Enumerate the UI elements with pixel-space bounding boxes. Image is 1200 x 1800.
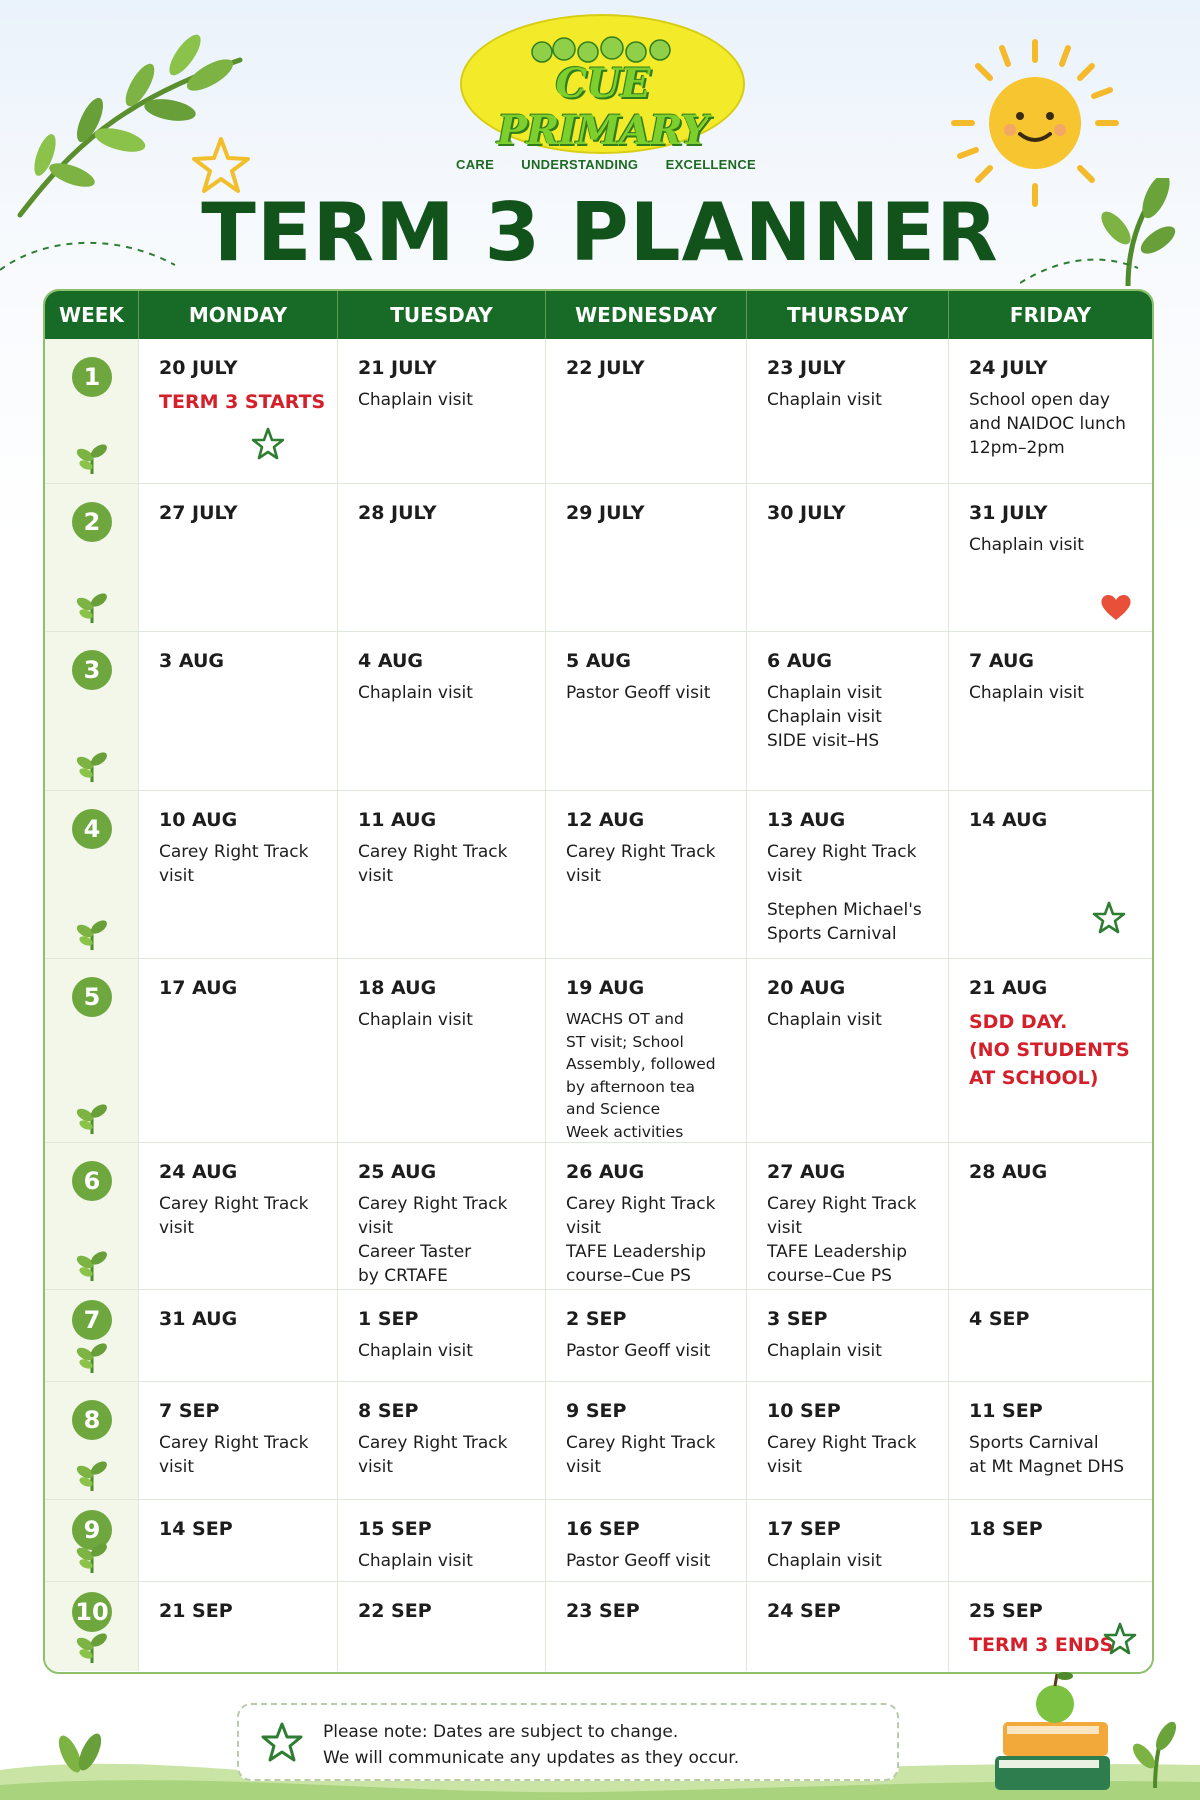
day-date: 24 AUG bbox=[159, 1161, 238, 1183]
event-note: Pastor Geoff visit bbox=[566, 683, 711, 703]
term-planner-table bbox=[43, 289, 1154, 1674]
day-date: 31 JULY bbox=[969, 502, 1048, 524]
event-note: visit bbox=[767, 1457, 803, 1477]
event-note: visit bbox=[358, 866, 394, 886]
event-note: Carey Right Track bbox=[566, 1433, 716, 1453]
day-cell-friday bbox=[949, 791, 1152, 958]
event-note: course–Cue PS bbox=[767, 1266, 892, 1286]
day-cell-tuesday bbox=[338, 484, 546, 631]
event-note: Carey Right Track bbox=[358, 842, 508, 862]
school-motto bbox=[456, 157, 756, 172]
page-title: TERM 3 PLANNER bbox=[201, 186, 999, 279]
week-row bbox=[45, 1142, 1152, 1289]
star-icon bbox=[1103, 1622, 1137, 1656]
event-note: Carey Right Track bbox=[159, 1433, 309, 1453]
day-cell-monday bbox=[139, 1582, 338, 1671]
week-number-badge: 9 bbox=[72, 1510, 112, 1550]
day-cell-tuesday bbox=[338, 1382, 546, 1499]
day-cell-monday bbox=[139, 1143, 338, 1289]
event-note: Pastor Geoff visit bbox=[566, 1551, 711, 1571]
sprout-icon bbox=[75, 747, 109, 783]
event-note: TAFE Leadership bbox=[566, 1242, 707, 1262]
week-number-cell bbox=[45, 1290, 139, 1381]
week-number-badge: 3 bbox=[72, 650, 112, 690]
term-milestone-label: TERM 3 ENDS bbox=[969, 1634, 1114, 1656]
column-header-friday: FRIDAY bbox=[1009, 303, 1092, 327]
school-logo bbox=[460, 14, 745, 154]
day-cell-monday bbox=[139, 632, 338, 790]
week-row bbox=[45, 1289, 1152, 1381]
day-date: 27 AUG bbox=[767, 1161, 846, 1183]
week-number-cell bbox=[45, 1143, 139, 1289]
event-note: by afternoon tea bbox=[566, 1077, 695, 1096]
event-note: visit bbox=[566, 1457, 602, 1477]
day-cell-thursday bbox=[747, 1143, 949, 1289]
day-cell-friday bbox=[949, 1582, 1152, 1671]
event-note: Carey Right Track bbox=[566, 1194, 716, 1214]
event-note: Carey Right Track bbox=[566, 842, 716, 862]
event-note: Career Taster bbox=[358, 1242, 472, 1262]
event-note: Carey Right Track bbox=[767, 1194, 917, 1214]
week-row bbox=[45, 1381, 1152, 1499]
sprout-icon bbox=[75, 588, 109, 624]
day-date: 12 AUG bbox=[566, 809, 645, 831]
day-date: 30 JULY bbox=[767, 502, 846, 524]
event-note: WACHS OT and bbox=[566, 1010, 684, 1028]
event-note: Week activities bbox=[566, 1122, 684, 1141]
day-date: 29 JULY bbox=[566, 502, 645, 524]
week-number-cell bbox=[45, 1382, 139, 1499]
event-note: Pastor Geoff visit bbox=[566, 1341, 711, 1361]
day-cell-thursday bbox=[747, 1582, 949, 1671]
event-note: course–Cue PS bbox=[566, 1266, 691, 1286]
week-number-badge: 10 bbox=[72, 1592, 112, 1632]
day-cell-friday bbox=[949, 959, 1152, 1142]
day-cell-tuesday bbox=[338, 339, 546, 483]
event-note: Stephen Michael's bbox=[767, 900, 922, 920]
day-cell-monday bbox=[139, 1382, 338, 1499]
event-note: Carey Right Track bbox=[358, 1194, 508, 1214]
day-date: 21 JULY bbox=[358, 357, 437, 379]
books-apple-icon bbox=[985, 1668, 1135, 1798]
day-cell-wednesday bbox=[546, 1500, 747, 1581]
column-header-monday: MONDAY bbox=[139, 291, 338, 339]
event-note: visit bbox=[159, 1457, 195, 1477]
day-date: 19 AUG bbox=[566, 977, 645, 999]
event-note: Carey Right Track bbox=[159, 1194, 309, 1214]
day-cell-monday bbox=[139, 339, 338, 483]
day-date: 24 JULY bbox=[969, 357, 1048, 379]
sprout-icon bbox=[75, 1099, 109, 1135]
event-note: visit bbox=[159, 866, 195, 886]
day-cell-tuesday bbox=[338, 959, 546, 1142]
event-note: Sports Carnival bbox=[767, 924, 897, 944]
week-row bbox=[45, 631, 1152, 790]
week-number-cell bbox=[45, 339, 139, 483]
event-note: Carey Right Track bbox=[159, 842, 309, 862]
day-date: 2 SEP bbox=[566, 1308, 627, 1330]
day-date: 5 AUG bbox=[566, 650, 631, 672]
column-header-week: WEEK bbox=[45, 291, 139, 339]
heart-icon bbox=[1099, 592, 1133, 622]
day-cell-monday bbox=[139, 791, 338, 958]
week-row bbox=[45, 790, 1152, 958]
motto-word: CARE bbox=[456, 157, 495, 172]
day-date: 6 AUG bbox=[767, 650, 832, 672]
day-cell-tuesday bbox=[338, 1500, 546, 1581]
event-note: Chaplain visit bbox=[358, 390, 473, 410]
day-cell-friday bbox=[949, 1500, 1152, 1581]
smiling-sun-icon bbox=[950, 38, 1120, 208]
notice-line: We will communicate any updates as they occur. bbox=[323, 1748, 740, 1768]
event-note: Carey Right Track bbox=[767, 842, 917, 862]
star-icon bbox=[1092, 901, 1126, 935]
day-cell-friday bbox=[949, 1143, 1152, 1289]
day-date: 22 JULY bbox=[566, 357, 645, 379]
event-note: visit bbox=[358, 1218, 394, 1238]
day-date: 15 SEP bbox=[358, 1518, 432, 1540]
day-cell-tuesday bbox=[338, 1582, 546, 1671]
day-cell-wednesday bbox=[546, 1290, 747, 1381]
day-cell-thursday bbox=[747, 339, 949, 483]
day-date: 17 SEP bbox=[767, 1518, 841, 1540]
day-cell-thursday bbox=[747, 484, 949, 631]
week-number-badge: 7 bbox=[72, 1300, 112, 1340]
event-note: Chaplain visit bbox=[358, 1341, 473, 1361]
table-body bbox=[45, 339, 1152, 1671]
day-cell-thursday bbox=[747, 791, 949, 958]
week-row bbox=[45, 958, 1152, 1142]
event-note: Chaplain visit bbox=[358, 1010, 473, 1030]
column-header-thursday: THURSDAY bbox=[747, 291, 949, 339]
alert-note: SDD DAY. bbox=[969, 1011, 1068, 1033]
day-cell-friday bbox=[949, 632, 1152, 790]
week-number-badge: 2 bbox=[72, 502, 112, 542]
day-cell-wednesday bbox=[546, 1382, 747, 1499]
notice-line: Please note: Dates are subject to change. bbox=[323, 1722, 679, 1742]
week-number-badge: 5 bbox=[72, 977, 112, 1017]
event-note: Chaplain visit bbox=[767, 683, 882, 703]
week-row bbox=[45, 339, 1152, 483]
day-date: 20 JULY bbox=[159, 357, 238, 379]
event-note: 12pm–2pm bbox=[969, 438, 1065, 458]
day-cell-friday bbox=[949, 1382, 1152, 1499]
day-cell-thursday bbox=[747, 1290, 949, 1381]
event-note: SIDE visit–HS bbox=[767, 731, 880, 751]
week-number-badge: 4 bbox=[72, 809, 112, 849]
week-number-badge: 6 bbox=[72, 1161, 112, 1201]
week-number-badge: 8 bbox=[72, 1400, 112, 1440]
day-cell-thursday bbox=[747, 632, 949, 790]
event-note: Chaplain visit bbox=[767, 1010, 882, 1030]
sprout-icon bbox=[75, 439, 109, 475]
event-note: Chaplain visit bbox=[767, 707, 882, 727]
event-note: visit bbox=[767, 866, 803, 886]
day-date: 21 AUG bbox=[969, 977, 1048, 999]
day-cell-monday bbox=[139, 1290, 338, 1381]
event-note: by CRTAFE bbox=[358, 1266, 448, 1286]
day-date: 1 SEP bbox=[358, 1308, 419, 1330]
logo-text: CUE PRIMARY bbox=[497, 60, 708, 154]
motto-word: UNDERSTANDING bbox=[521, 157, 639, 172]
week-row bbox=[45, 483, 1152, 631]
day-date: 8 SEP bbox=[358, 1400, 419, 1422]
day-cell-friday bbox=[949, 484, 1152, 631]
day-date: 25 AUG bbox=[358, 1161, 437, 1183]
sprout-icon bbox=[75, 1338, 109, 1374]
week-number-badge: 1 bbox=[72, 357, 112, 397]
alert-note: AT SCHOOL) bbox=[969, 1067, 1099, 1089]
day-cell-tuesday bbox=[338, 791, 546, 958]
day-cell-thursday bbox=[747, 1382, 949, 1499]
day-cell-wednesday bbox=[546, 1143, 747, 1289]
day-date: 3 SEP bbox=[767, 1308, 828, 1330]
day-date: 31 AUG bbox=[159, 1308, 238, 1330]
day-cell-wednesday bbox=[546, 959, 747, 1142]
day-date: 9 SEP bbox=[566, 1400, 627, 1422]
day-date: 27 JULY bbox=[159, 502, 238, 524]
sprout-icon bbox=[75, 1456, 109, 1492]
event-note: at Mt Magnet DHS bbox=[969, 1457, 1125, 1477]
day-cell-wednesday bbox=[546, 484, 747, 631]
day-date: 23 SEP bbox=[566, 1600, 640, 1622]
week-row bbox=[45, 1499, 1152, 1581]
event-note: and NAIDOC lunch bbox=[969, 414, 1126, 434]
day-date: 28 JULY bbox=[358, 502, 437, 524]
day-date: 26 AUG bbox=[566, 1161, 645, 1183]
day-cell-friday bbox=[949, 339, 1152, 483]
day-date: 4 SEP bbox=[969, 1308, 1030, 1330]
week-number-cell bbox=[45, 484, 139, 631]
day-date: 4 AUG bbox=[358, 650, 423, 672]
column-header-wednesday: WEDNESDAY bbox=[546, 291, 747, 339]
day-date: 7 SEP bbox=[159, 1400, 220, 1422]
event-note: School open day bbox=[969, 390, 1110, 410]
event-note: Sports Carnival bbox=[969, 1433, 1099, 1453]
day-date: 14 AUG bbox=[969, 809, 1048, 831]
day-cell-wednesday bbox=[546, 632, 747, 790]
event-note: visit bbox=[566, 1218, 602, 1238]
week-number-cell bbox=[45, 959, 139, 1142]
event-note: Chaplain visit bbox=[358, 1551, 473, 1571]
week-row bbox=[45, 1581, 1152, 1671]
day-cell-friday bbox=[949, 1290, 1152, 1381]
event-note: visit bbox=[358, 1457, 394, 1477]
day-cell-wednesday bbox=[546, 791, 747, 958]
star-icon bbox=[261, 1721, 303, 1763]
term-milestone-label: TERM 3 STARTS bbox=[159, 391, 326, 413]
day-date: 20 AUG bbox=[767, 977, 846, 999]
day-date: 10 AUG bbox=[159, 809, 238, 831]
week-number-cell bbox=[45, 1582, 139, 1671]
event-note: Chaplain visit bbox=[767, 390, 882, 410]
day-date: 28 AUG bbox=[969, 1161, 1048, 1183]
table-header-row bbox=[45, 291, 1152, 339]
day-cell-thursday bbox=[747, 1500, 949, 1581]
day-date: 10 SEP bbox=[767, 1400, 841, 1422]
day-date: 18 SEP bbox=[969, 1518, 1043, 1540]
day-date: 22 SEP bbox=[358, 1600, 432, 1622]
day-date: 3 AUG bbox=[159, 650, 224, 672]
sprout-icon bbox=[75, 1538, 109, 1574]
event-note: and Science bbox=[566, 1100, 661, 1118]
day-cell-monday bbox=[139, 959, 338, 1142]
day-date: 17 AUG bbox=[159, 977, 238, 999]
event-note: TAFE Leadership bbox=[767, 1242, 908, 1262]
week-number-cell bbox=[45, 632, 139, 790]
motto-word: EXCELLENCE bbox=[665, 157, 756, 172]
sprout-icon bbox=[75, 915, 109, 951]
sprout-icon bbox=[1130, 1720, 1180, 1790]
column-header-tuesday: TUESDAY bbox=[338, 291, 546, 339]
day-date: 23 JULY bbox=[767, 357, 846, 379]
event-note: visit bbox=[566, 866, 602, 886]
event-note: Chaplain visit bbox=[358, 683, 473, 703]
sprout-icon bbox=[75, 1628, 109, 1664]
day-cell-thursday bbox=[747, 959, 949, 1142]
day-cell-wednesday bbox=[546, 1582, 747, 1671]
day-date: 24 SEP bbox=[767, 1600, 841, 1622]
notice-text bbox=[323, 1719, 739, 1771]
day-cell-monday bbox=[139, 484, 338, 631]
day-cell-tuesday bbox=[338, 1290, 546, 1381]
day-cell-monday bbox=[139, 1500, 338, 1581]
event-note: visit bbox=[767, 1218, 803, 1238]
event-note: Assembly, followed bbox=[566, 1055, 716, 1073]
alert-note: (NO STUDENTS bbox=[969, 1039, 1130, 1061]
day-cell-wednesday bbox=[546, 339, 747, 483]
day-date: 25 SEP bbox=[969, 1600, 1043, 1622]
event-note: ST visit; School bbox=[566, 1032, 684, 1051]
event-note: visit bbox=[159, 1218, 195, 1238]
day-date: 11 AUG bbox=[358, 809, 437, 831]
day-date: 18 AUG bbox=[358, 977, 437, 999]
star-icon bbox=[251, 427, 285, 461]
event-note: Chaplain visit bbox=[767, 1551, 882, 1571]
event-note: Chaplain visit bbox=[767, 1341, 882, 1361]
event-note: Chaplain visit bbox=[969, 535, 1084, 555]
day-cell-tuesday bbox=[338, 632, 546, 790]
day-cell-tuesday bbox=[338, 1143, 546, 1289]
week-number-cell bbox=[45, 791, 139, 958]
day-date: 11 SEP bbox=[969, 1400, 1043, 1422]
day-date: 14 SEP bbox=[159, 1518, 233, 1540]
day-date: 16 SEP bbox=[566, 1518, 640, 1540]
notice-box bbox=[237, 1703, 899, 1781]
day-date: 13 AUG bbox=[767, 809, 846, 831]
day-date: 21 SEP bbox=[159, 1600, 233, 1622]
sprout-icon bbox=[75, 1246, 109, 1282]
day-date: 7 AUG bbox=[969, 650, 1034, 672]
event-note: Carey Right Track bbox=[767, 1433, 917, 1453]
week-number-cell bbox=[45, 1500, 139, 1581]
event-note: Chaplain visit bbox=[969, 683, 1084, 703]
event-note: Carey Right Track bbox=[358, 1433, 508, 1453]
